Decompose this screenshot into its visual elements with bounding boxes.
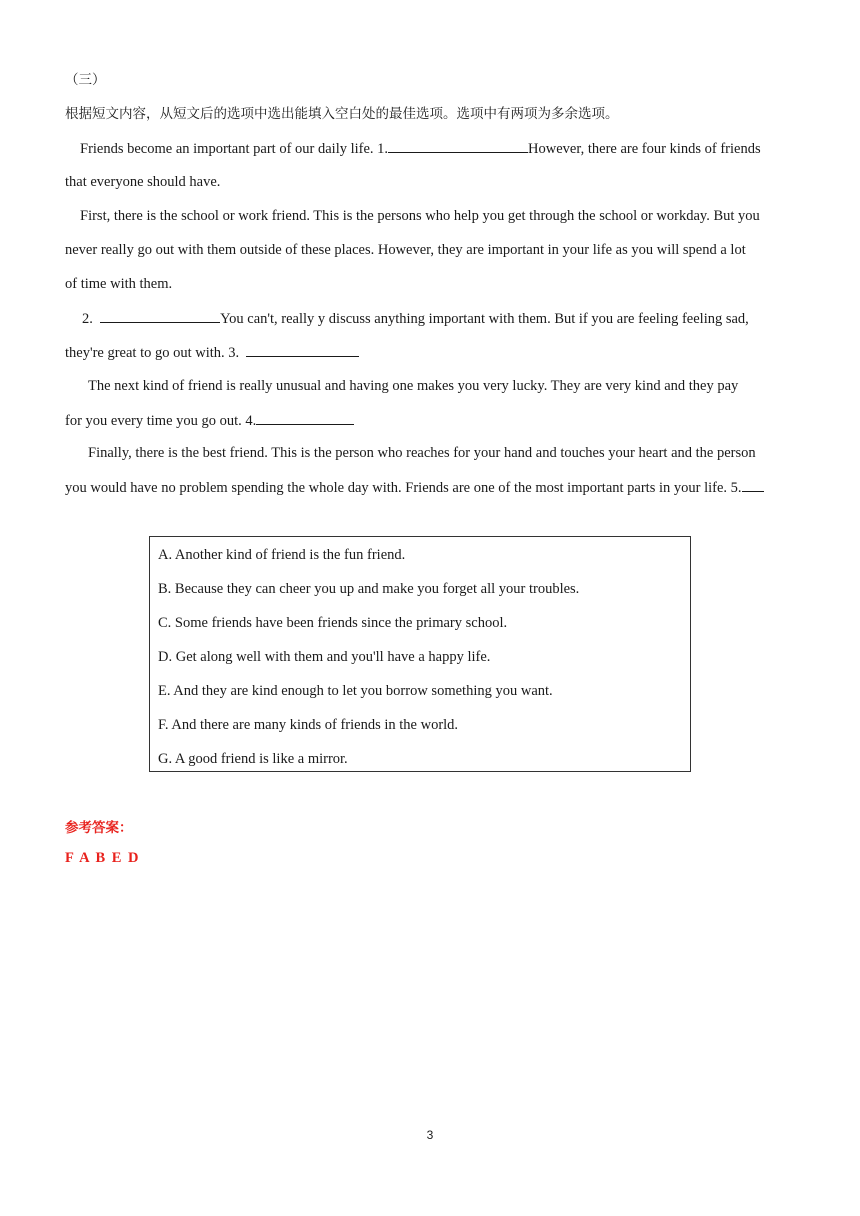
- passage-line-2: that everyone should have.: [65, 174, 221, 190]
- passage-line-6: [82, 308, 749, 329]
- blank-5[interactable]: [742, 477, 764, 492]
- option-a[interactable]: A. Another kind of friend is the fun friend.: [158, 547, 406, 563]
- passage-line-1: [80, 138, 761, 159]
- question-number: 2.: [82, 311, 93, 327]
- passage-line-8: The next kind of friend is really unusual and having one makes you very lucky. They are very kind and they pay: [88, 378, 739, 394]
- option-c[interactable]: C. Some friends have been friends since the primary school.: [158, 615, 508, 631]
- passage-text: for you every time you go out. 4.: [65, 413, 257, 429]
- passage-line-3: First, there is the school or work friend. This is the persons who help you get through the school or workday. But you: [80, 208, 760, 224]
- blank-4[interactable]: [256, 410, 354, 425]
- option-d[interactable]: D. Get along well with them and you'll have a happy life.: [158, 649, 491, 665]
- answer-value: F A B E D: [65, 850, 141, 866]
- answer-title: 参考答案：: [65, 820, 133, 836]
- options-box: [149, 536, 691, 772]
- blank-2[interactable]: [100, 308, 220, 323]
- passage-text: they're great to go out with. 3.: [65, 345, 240, 361]
- passage-text: you would have no problem spending the whole day with. Friends are one of the most important parts in your life. 5.: [65, 480, 742, 496]
- passage-line-5: of time with them.: [65, 276, 173, 292]
- section-heading: （三）: [65, 72, 106, 88]
- passage-text: However, there are four kinds of friends: [528, 141, 761, 157]
- option-b[interactable]: B. Because they can cheer you up and make you forget all your troubles.: [158, 581, 580, 597]
- passage-line-4: never really go out with them outside of these places. However, they are important in your life as you will spend a lot: [65, 242, 746, 258]
- passage-text: You can't, really y discuss anything important with them. But if you are feeling feeling sad,: [220, 311, 749, 327]
- option-e[interactable]: E. And they are kind enough to let you borrow something you want.: [158, 683, 553, 699]
- instruction-text: 根据短文内容，从短文后的选项中选出能填入空白处的最佳选项。选项中有两项为多余选项。: [65, 106, 619, 122]
- option-f[interactable]: F. And there are many kinds of friends in the world.: [158, 717, 459, 733]
- option-g[interactable]: G. A good friend is like a mirror.: [158, 751, 348, 767]
- passage-line-11: [65, 477, 764, 498]
- blank-3[interactable]: [246, 342, 359, 357]
- page-number: 3: [426, 1128, 434, 1142]
- passage-line-9: [65, 410, 354, 431]
- blank-1[interactable]: [388, 138, 528, 153]
- passage-line-7: [65, 342, 359, 363]
- passage-line-10: Finally, there is the best friend. This is the person who reaches for your hand and touches your heart and the person: [88, 445, 756, 461]
- passage-text: Friends become an important part of our daily life. 1.: [80, 141, 389, 157]
